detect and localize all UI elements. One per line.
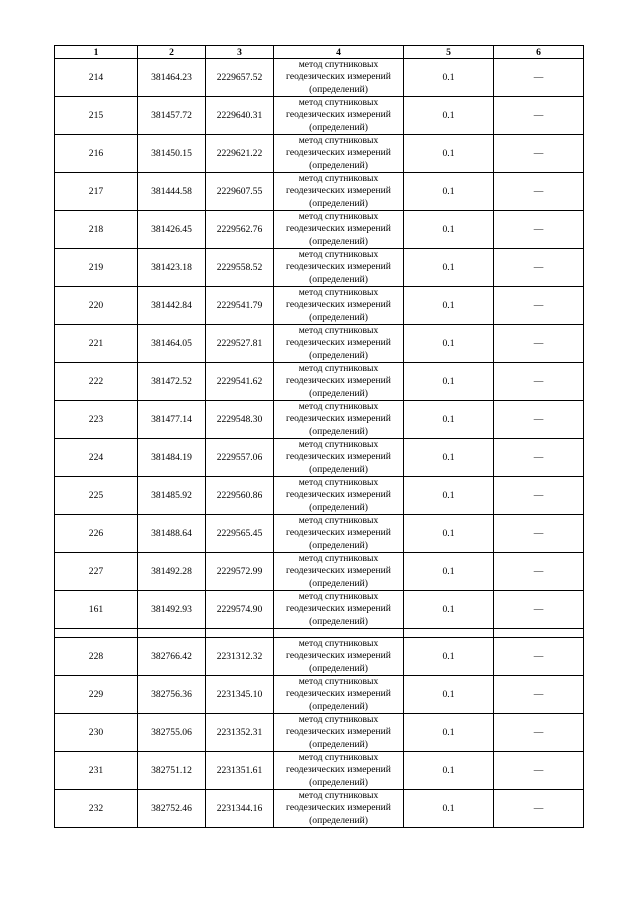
- coord-y: 2231344.16: [206, 790, 274, 828]
- method-line: геодезических измерений: [286, 527, 391, 539]
- coord-y: 2231351.61: [206, 752, 274, 790]
- method-line: геодезических измерений: [286, 489, 391, 501]
- method-line: геодезических измерений: [286, 603, 391, 615]
- method-line: геодезических измерений: [286, 147, 391, 159]
- point-number: 214: [55, 59, 138, 97]
- accuracy-value: 0.1: [404, 97, 494, 135]
- accuracy-value: 0.1: [404, 714, 494, 752]
- method-line: геодезических измерений: [286, 764, 391, 776]
- method-line: метод спутниковых: [298, 97, 379, 109]
- dash-value: —: [494, 287, 584, 325]
- point-number: 218: [55, 211, 138, 249]
- coord-x: 381488.64: [138, 515, 206, 553]
- coord-x: 381492.28: [138, 553, 206, 591]
- method-cell: [274, 325, 404, 363]
- header-col-6: 6: [494, 46, 584, 59]
- point-number: 231: [55, 752, 138, 790]
- dash-value: —: [494, 515, 584, 553]
- method-cell: [274, 211, 404, 249]
- accuracy-value: 0.1: [404, 752, 494, 790]
- table-row: [55, 59, 584, 97]
- method-line: (определений): [309, 539, 368, 551]
- accuracy-value: 0.1: [404, 325, 494, 363]
- method-line: метод спутниковых: [298, 752, 379, 764]
- method-line: метод спутниковых: [298, 363, 379, 375]
- accuracy-value: 0.1: [404, 173, 494, 211]
- method-line: (определений): [309, 387, 368, 399]
- method-line: (определений): [309, 159, 368, 171]
- coord-x: 381423.18: [138, 249, 206, 287]
- coord-y: 2229572.99: [206, 553, 274, 591]
- accuracy-value: 0.1: [404, 439, 494, 477]
- dash-value: —: [494, 477, 584, 515]
- table-row: [55, 638, 584, 676]
- table-row: [55, 752, 584, 790]
- table-row: [55, 676, 584, 714]
- method-line: (определений): [309, 425, 368, 437]
- table-row: [55, 439, 584, 477]
- point-number: 161: [55, 591, 138, 629]
- header-col-1: 1: [55, 46, 138, 59]
- dash-value: —: [494, 97, 584, 135]
- table-row: [55, 790, 584, 828]
- dash-value: —: [494, 439, 584, 477]
- accuracy-value: 0.1: [404, 591, 494, 629]
- method-line: метод спутниковых: [298, 591, 379, 603]
- coord-x: 381450.15: [138, 135, 206, 173]
- coord-x: 381464.05: [138, 325, 206, 363]
- method-line: геодезических измерений: [286, 375, 391, 387]
- method-line: геодезических измерений: [286, 261, 391, 273]
- dash-value: —: [494, 591, 584, 629]
- method-cell: [274, 135, 404, 173]
- method-cell: [274, 287, 404, 325]
- coord-y: 2229541.79: [206, 287, 274, 325]
- method-line: метод спутниковых: [298, 59, 379, 71]
- point-number: 232: [55, 790, 138, 828]
- dash-value: —: [494, 325, 584, 363]
- coord-y: 2229527.81: [206, 325, 274, 363]
- coord-x: 381485.92: [138, 477, 206, 515]
- point-number: 217: [55, 173, 138, 211]
- coord-y: 2229621.22: [206, 135, 274, 173]
- method-line: (определений): [309, 83, 368, 95]
- method-line: (определений): [309, 197, 368, 209]
- method-line: метод спутниковых: [298, 401, 379, 413]
- method-line: метод спутниковых: [298, 325, 379, 337]
- method-line: (определений): [309, 700, 368, 712]
- coord-x: 382766.42: [138, 638, 206, 676]
- accuracy-value: 0.1: [404, 515, 494, 553]
- point-number: 216: [55, 135, 138, 173]
- accuracy-value: 0.1: [404, 211, 494, 249]
- table-row: [55, 401, 584, 439]
- method-line: (определений): [309, 738, 368, 750]
- method-line: (определений): [309, 463, 368, 475]
- method-line: геодезических измерений: [286, 299, 391, 311]
- dash-value: —: [494, 638, 584, 676]
- method-line: геодезических измерений: [286, 688, 391, 700]
- method-line: геодезических измерений: [286, 413, 391, 425]
- point-number: 227: [55, 553, 138, 591]
- method-line: (определений): [309, 814, 368, 826]
- table-row: [55, 287, 584, 325]
- coord-y: 2231312.32: [206, 638, 274, 676]
- method-cell: [274, 553, 404, 591]
- method-line: (определений): [309, 311, 368, 323]
- coord-y: 2229562.76: [206, 211, 274, 249]
- point-number: 220: [55, 287, 138, 325]
- method-line: (определений): [309, 662, 368, 674]
- method-line: (определений): [309, 349, 368, 361]
- method-cell: [274, 249, 404, 287]
- header-col-4: 4: [274, 46, 404, 59]
- point-number: 223: [55, 401, 138, 439]
- table-row: [55, 477, 584, 515]
- table-row: [55, 553, 584, 591]
- method-line: метод спутниковых: [298, 211, 379, 223]
- method-cell: [274, 173, 404, 211]
- empty-cell: [274, 629, 404, 638]
- coord-x: 382756.36: [138, 676, 206, 714]
- point-number: 224: [55, 439, 138, 477]
- method-cell: [274, 477, 404, 515]
- method-cell: [274, 439, 404, 477]
- point-number: 229: [55, 676, 138, 714]
- coord-x: 381442.84: [138, 287, 206, 325]
- point-number: 228: [55, 638, 138, 676]
- method-cell: [274, 97, 404, 135]
- method-cell: [274, 638, 404, 676]
- header-col-5: 5: [404, 46, 494, 59]
- method-line: (определений): [309, 577, 368, 589]
- empty-cell: [404, 629, 494, 638]
- coord-x: 381426.45: [138, 211, 206, 249]
- method-cell: [274, 59, 404, 97]
- method-cell: [274, 591, 404, 629]
- header-col-3: 3: [206, 46, 274, 59]
- method-line: метод спутниковых: [298, 638, 379, 650]
- table-row: [55, 363, 584, 401]
- coord-x: 381477.14: [138, 401, 206, 439]
- method-cell: [274, 676, 404, 714]
- accuracy-value: 0.1: [404, 676, 494, 714]
- method-line: (определений): [309, 615, 368, 627]
- accuracy-value: 0.1: [404, 59, 494, 97]
- coord-x: 382751.12: [138, 752, 206, 790]
- table-row: [55, 97, 584, 135]
- accuracy-value: 0.1: [404, 553, 494, 591]
- accuracy-value: 0.1: [404, 790, 494, 828]
- table-row: [55, 325, 584, 363]
- method-line: метод спутниковых: [298, 553, 379, 565]
- coord-x: 381472.52: [138, 363, 206, 401]
- coord-y: 2229565.45: [206, 515, 274, 553]
- dash-value: —: [494, 173, 584, 211]
- coord-x: 382752.46: [138, 790, 206, 828]
- point-number: 221: [55, 325, 138, 363]
- coord-y: 2229541.62: [206, 363, 274, 401]
- method-line: геодезических измерений: [286, 726, 391, 738]
- dash-value: —: [494, 401, 584, 439]
- method-line: метод спутниковых: [298, 249, 379, 261]
- coord-y: 2229640.31: [206, 97, 274, 135]
- accuracy-value: 0.1: [404, 638, 494, 676]
- table-row: [55, 173, 584, 211]
- coord-x: 381484.19: [138, 439, 206, 477]
- empty-cell: [494, 629, 584, 638]
- method-cell: [274, 363, 404, 401]
- method-line: метод спутниковых: [298, 287, 379, 299]
- method-line: метод спутниковых: [298, 135, 379, 147]
- point-number: 222: [55, 363, 138, 401]
- method-cell: [274, 515, 404, 553]
- dash-value: —: [494, 790, 584, 828]
- point-number: 219: [55, 249, 138, 287]
- accuracy-value: 0.1: [404, 249, 494, 287]
- method-cell: [274, 752, 404, 790]
- dash-value: —: [494, 553, 584, 591]
- dash-value: —: [494, 135, 584, 173]
- accuracy-value: 0.1: [404, 477, 494, 515]
- coord-y: 2229557.06: [206, 439, 274, 477]
- dash-value: —: [494, 59, 584, 97]
- coord-x: 381444.58: [138, 173, 206, 211]
- empty-cell: [206, 629, 274, 638]
- method-cell: [274, 714, 404, 752]
- table-row: [55, 714, 584, 752]
- coord-y: 2229548.30: [206, 401, 274, 439]
- method-line: метод спутниковых: [298, 477, 379, 489]
- method-line: метод спутниковых: [298, 173, 379, 185]
- method-line: метод спутниковых: [298, 515, 379, 527]
- coordinates-table: [54, 45, 584, 828]
- coord-y: 2229657.52: [206, 59, 274, 97]
- separator-row: [55, 629, 584, 638]
- point-number: 230: [55, 714, 138, 752]
- coord-x: 382755.06: [138, 714, 206, 752]
- coord-x: 381457.72: [138, 97, 206, 135]
- method-line: метод спутниковых: [298, 676, 379, 688]
- method-line: геодезических измерений: [286, 71, 391, 83]
- coord-y: 2229560.86: [206, 477, 274, 515]
- method-line: (определений): [309, 121, 368, 133]
- coord-x: 381492.93: [138, 591, 206, 629]
- dash-value: —: [494, 211, 584, 249]
- method-cell: [274, 401, 404, 439]
- method-line: геодезических измерений: [286, 185, 391, 197]
- table-row: [55, 249, 584, 287]
- header-row: [55, 46, 584, 59]
- accuracy-value: 0.1: [404, 401, 494, 439]
- dash-value: —: [494, 752, 584, 790]
- method-line: геодезических измерений: [286, 223, 391, 235]
- method-line: (определений): [309, 501, 368, 513]
- table-row: [55, 591, 584, 629]
- table-row: [55, 135, 584, 173]
- coord-y: 2229607.55: [206, 173, 274, 211]
- method-line: (определений): [309, 235, 368, 247]
- dash-value: —: [494, 249, 584, 287]
- method-line: (определений): [309, 273, 368, 285]
- table-row: [55, 211, 584, 249]
- dash-value: —: [494, 676, 584, 714]
- point-number: 226: [55, 515, 138, 553]
- method-line: геодезических измерений: [286, 802, 391, 814]
- coord-y: 2229574.90: [206, 591, 274, 629]
- coord-x: 381464.23: [138, 59, 206, 97]
- accuracy-value: 0.1: [404, 135, 494, 173]
- point-number: 225: [55, 477, 138, 515]
- empty-cell: [138, 629, 206, 638]
- method-line: геодезических измерений: [286, 565, 391, 577]
- point-number: 215: [55, 97, 138, 135]
- method-line: метод спутниковых: [298, 790, 379, 802]
- method-line: метод спутниковых: [298, 714, 379, 726]
- header-col-2: 2: [138, 46, 206, 59]
- method-line: геодезических измерений: [286, 451, 391, 463]
- method-line: геодезических измерений: [286, 337, 391, 349]
- coord-y: 2231352.31: [206, 714, 274, 752]
- method-line: геодезических измерений: [286, 650, 391, 662]
- dash-value: —: [494, 363, 584, 401]
- method-line: метод спутниковых: [298, 439, 379, 451]
- empty-cell: [55, 629, 138, 638]
- coord-y: 2229558.52: [206, 249, 274, 287]
- table-row: [55, 515, 584, 553]
- coord-y: 2231345.10: [206, 676, 274, 714]
- accuracy-value: 0.1: [404, 363, 494, 401]
- method-line: (определений): [309, 776, 368, 788]
- accuracy-value: 0.1: [404, 287, 494, 325]
- method-cell: [274, 790, 404, 828]
- method-line: геодезических измерений: [286, 109, 391, 121]
- dash-value: —: [494, 714, 584, 752]
